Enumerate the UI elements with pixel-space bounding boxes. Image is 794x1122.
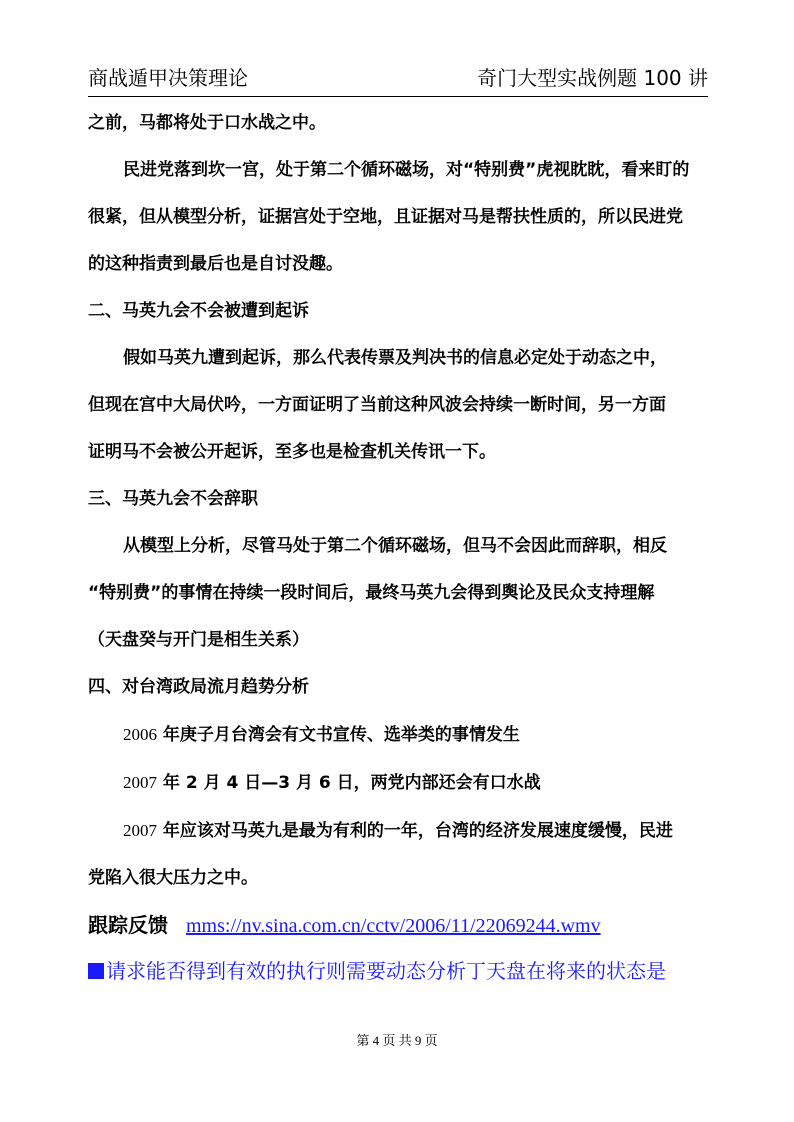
trend-line xyxy=(88,711,710,759)
trend-line xyxy=(88,807,710,855)
trend-text: 年庚子月台湾会有文书宣传、选举类的事情发生 xyxy=(157,725,520,745)
section-heading-4: 四、对台湾政局流月趋势分析 xyxy=(88,677,309,697)
question-line xyxy=(88,949,710,993)
trend-year: 2007 xyxy=(123,821,157,840)
paragraph-line: 很紧，但从模型分析，证据宫处于空地，且证据对马是帮扶性质的，所以民进党 xyxy=(88,207,683,227)
paragraph-line: 民进党落到坎一宫，处于第二个循环磁场，对“特别费”虎视眈眈，看来盯的 xyxy=(123,160,690,180)
feedback-link[interactable]: mms://nv.sina.com.cn/cctv/2006/11/22069244.wmv xyxy=(186,915,601,937)
paragraph-line: （天盘癸与开门是相生关系） xyxy=(88,630,309,650)
trend-tail-line: 党陷入很大压力之中。 xyxy=(88,868,258,888)
header-right-title: 奇门大型实战例题 100 讲 xyxy=(477,66,708,90)
trend-text: 年应该对马英九是最为有利的一年，台湾的经济发展速度缓慢，民进 xyxy=(157,821,673,841)
section-heading-3: 三、马英九会不会辞职 xyxy=(88,489,258,509)
header-left-title: 商战遁甲决策理论 xyxy=(88,66,248,90)
paragraph-line: 假如马英九遭到起诉，那么代表传票及判决书的信息必定处于动态之中， xyxy=(123,348,667,368)
document-body xyxy=(88,100,710,993)
square-bullet-icon xyxy=(88,963,104,979)
paragraph-line: 从模型上分析，尽管马处于第二个循环磁场，但马不会因此而辞职，相反 xyxy=(123,536,667,556)
trend-line xyxy=(88,759,710,807)
section-heading-2: 二、马英九会不会被遭到起诉 xyxy=(88,301,309,321)
question-text: 请求能否得到有效的执行则需要动态分析丁天盘在将来的状态是 xyxy=(106,959,666,983)
trend-year: 2006 xyxy=(123,725,157,744)
trend-text: 年 2 月 4 日—3 月 6 日，两党内部还会有口水战 xyxy=(157,773,541,793)
feedback-line xyxy=(88,902,710,949)
paragraph-line: 但现在宫中大局伏吟，一方面证明了当前这种风波会持续一断时间，另一方面 xyxy=(88,395,666,415)
paragraph-line: 证明马不会被公开起诉，至多也是检查机关传讯一下。 xyxy=(88,442,496,462)
feedback-label: 跟踪反馈 xyxy=(88,913,168,937)
paragraph-line: 之前，马都将处于口水战之中。 xyxy=(88,113,326,133)
paragraph-line: 的这种指责到最后也是自讨没趣。 xyxy=(88,254,343,274)
trend-year: 2007 xyxy=(123,773,157,792)
page-footer: 第 4 页 共 9 页 xyxy=(356,1033,438,1048)
page-header xyxy=(88,62,708,97)
paragraph-line: “特别费”的事情在持续一段时间后，最终马英九会得到舆论及民众支持理解 xyxy=(88,583,655,603)
